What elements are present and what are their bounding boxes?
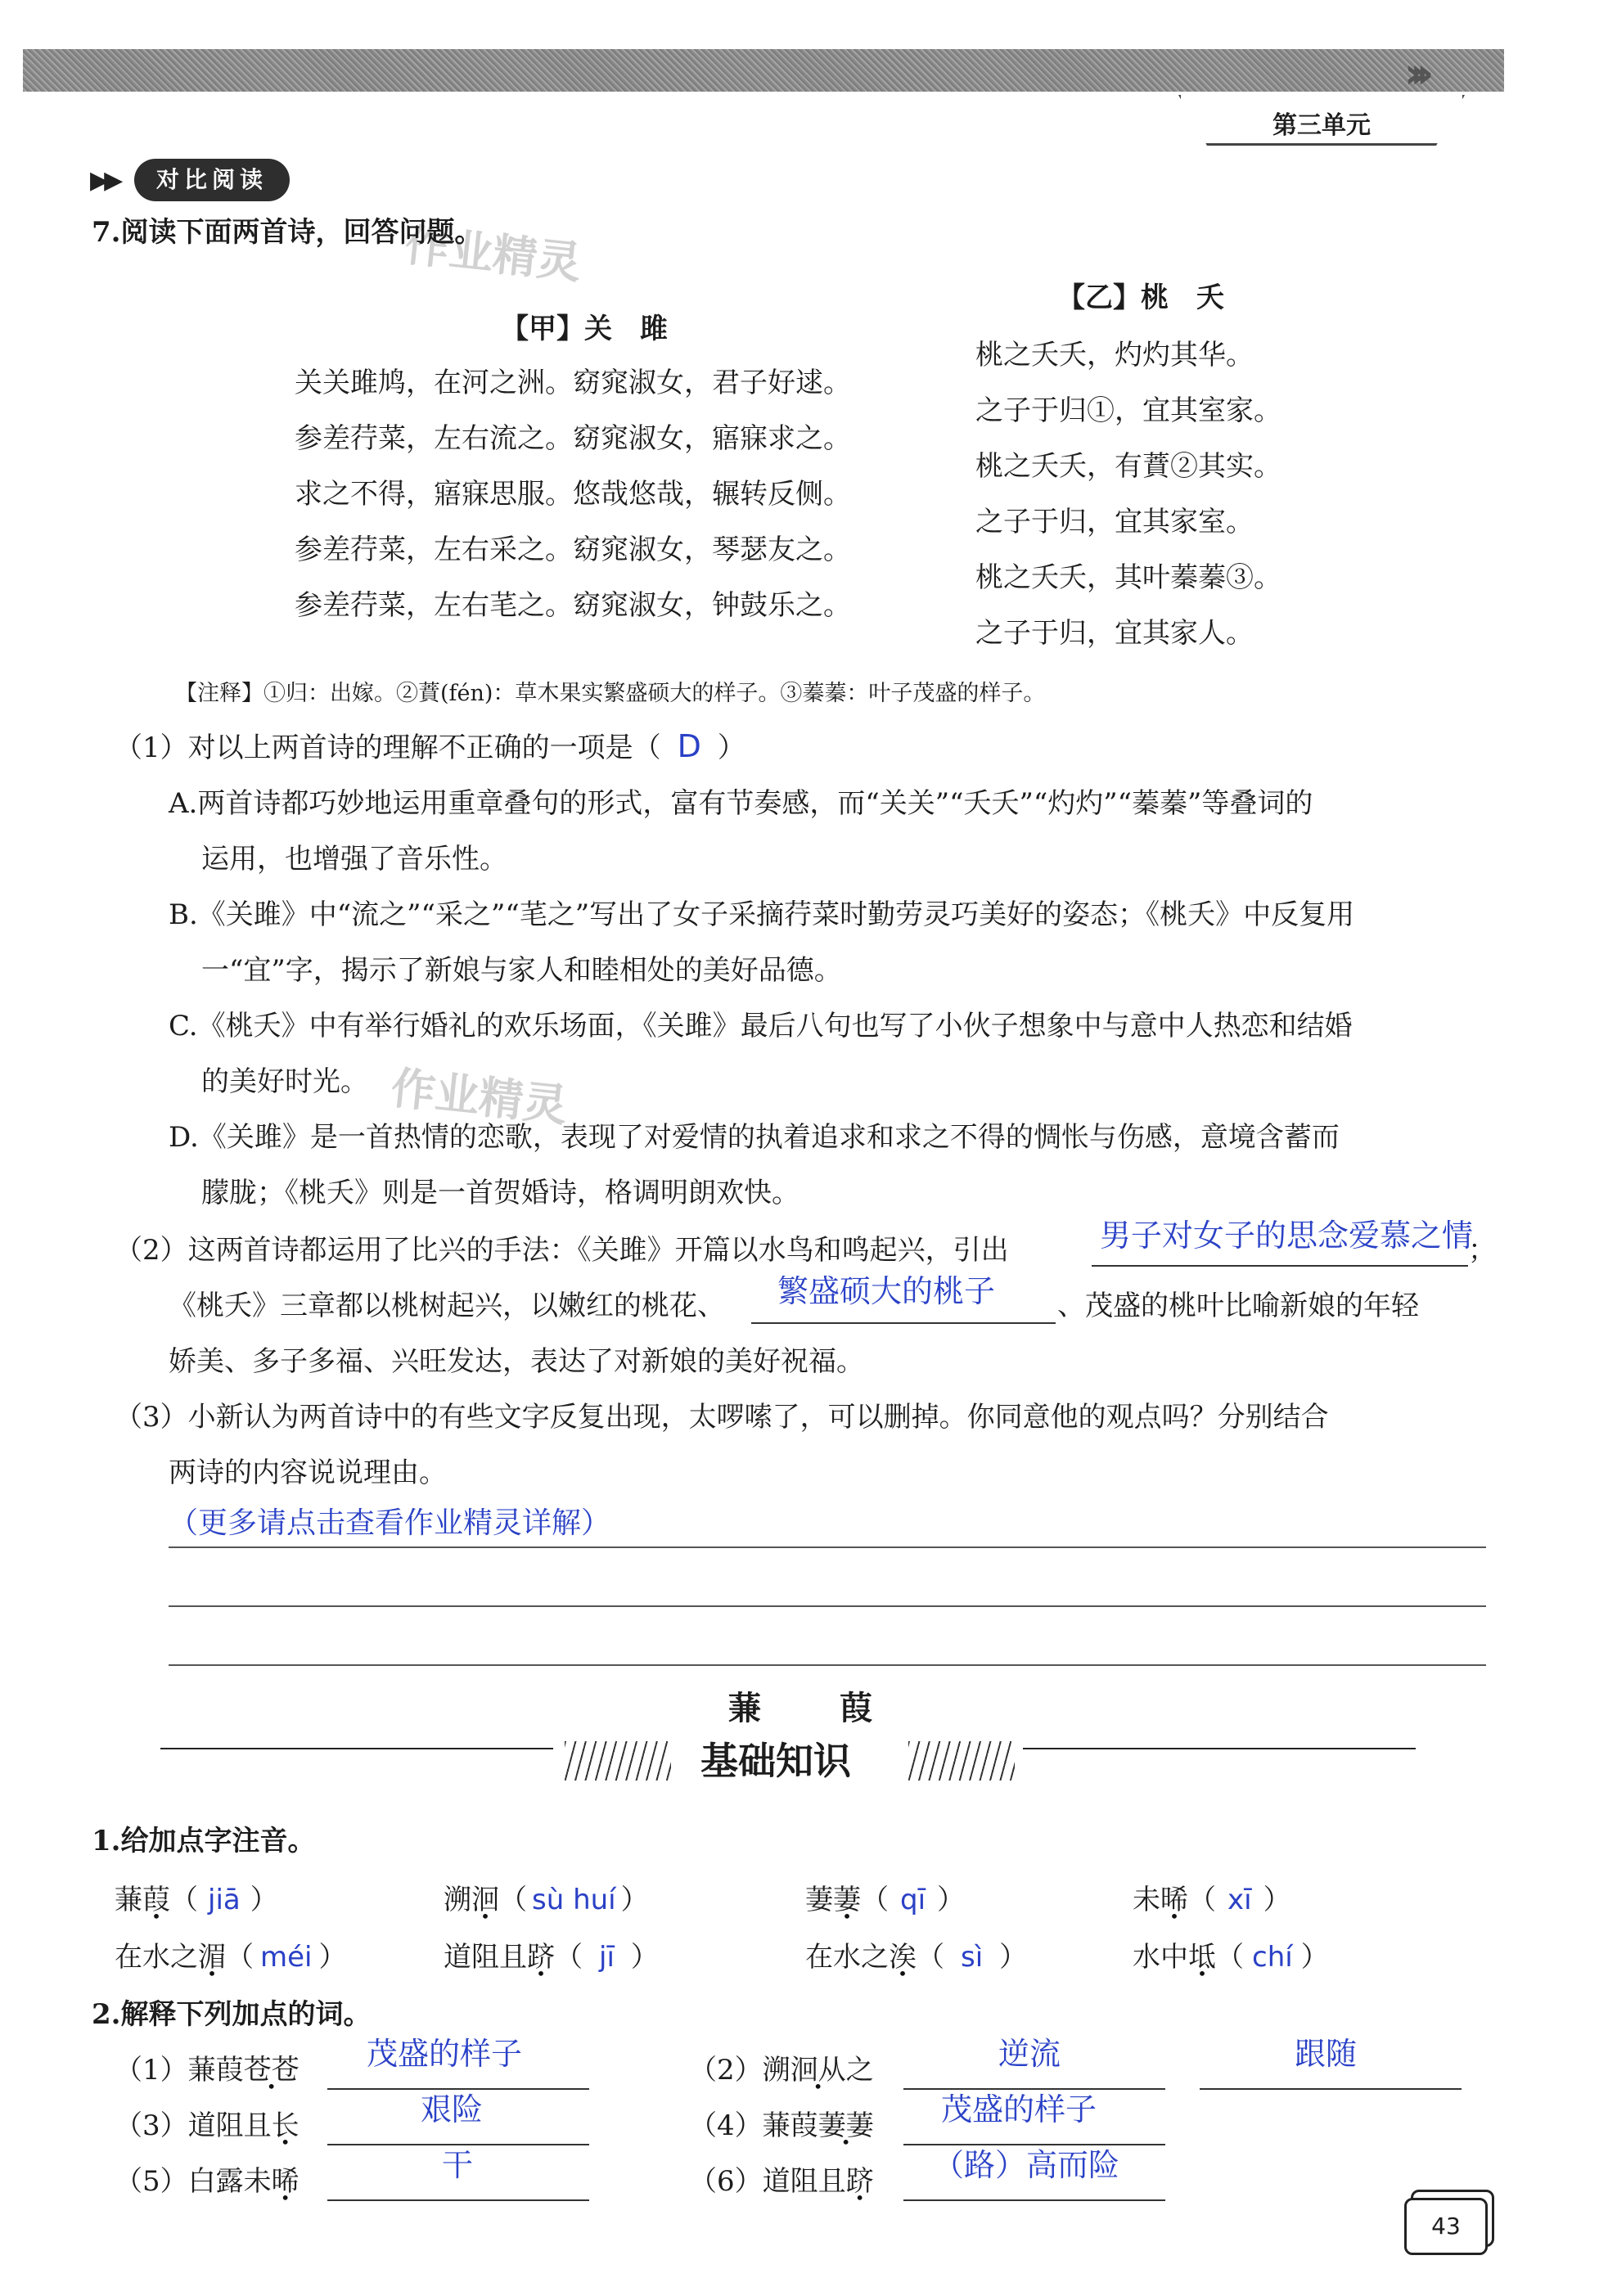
poem-b-line: 桃之夭夭，灼灼其华。 (975, 339, 1254, 371)
divider-line (160, 1748, 553, 1749)
answer-blank (1092, 1265, 1468, 1267)
sub2-line2a: 《桃夭》三章都以桃树起兴，以嫩红的桃花、 (169, 1290, 725, 1322)
option-b-line1: B.《关雎》中“流之”“采之”“芼之”写出了女子采摘荇菜时勤劳灵巧美好的姿态；《桃夭》中反复用 (169, 898, 1355, 931)
option-b-line2: 一“宜”字，揭示了新娘与家人和睦相处的美好品德。 (201, 954, 842, 987)
answer-blank (327, 2199, 589, 2201)
poem-b-line: 之子于归，宜其家人。 (975, 617, 1254, 650)
section-badge: 对比阅读 (134, 159, 290, 201)
poem-a-line: 参差荇菜，左右采之。窈窕淑女，琴瑟友之。 (295, 533, 851, 566)
hatch-decoration (565, 1741, 671, 1781)
divider-line (1023, 1748, 1416, 1749)
pinyin-item: 萋萋（ qī ） (805, 1884, 966, 1916)
sub2-answer2: 繁盛硕大的桃子 (777, 1273, 996, 1309)
option-a-line2: 运用，也增强了音乐性。 (201, 843, 507, 876)
explain-answer: 茂盛的样子 (941, 2091, 1097, 2127)
option-c-line1: C.《桃夭》中有举行婚礼的欢乐场面，《关雎》最后八句也写了小伙子想象中与意中人热恋和结婚 (169, 1010, 1353, 1042)
pinyin-item: 在水之湄（ méi ） (115, 1941, 347, 1974)
explain-answer: 茂盛的样子 (367, 2036, 523, 2072)
poem-b-line: 之子于归，宜其家室。 (975, 506, 1254, 538)
q2-prompt: 2.解释下列加点的词。 (92, 1998, 372, 2031)
pinyin-item: 蒹葭（ jiā ） (115, 1884, 278, 1916)
pinyin-item: 未晞（ xī ） (1133, 1884, 1291, 1916)
sub2-line1-end: ； (1468, 1234, 1496, 1267)
answer-blank (327, 2088, 589, 2090)
option-c-line2: 的美好时光。 (201, 1065, 368, 1098)
question-prompt: 7.阅读下面两首诗，回答问题。 (92, 216, 483, 249)
sub1-stem: （1）对以上两首诗的理解不正确的一项是（ D ） (115, 728, 745, 764)
poem-b-title: 【乙】桃 夭 (1057, 281, 1224, 314)
hatch-decoration (908, 1741, 1015, 1781)
explain-answer: 逆流 (998, 2036, 1061, 2072)
explain-answer: 艰险 (421, 2091, 484, 2127)
answer-blank (751, 1322, 1056, 1324)
explain-item: （1）蒹葭苍苍 (115, 2054, 300, 2087)
sub3-line2: 两诗的内容说说理由。 (169, 1456, 447, 1489)
sub3-line1: （3）小新认为两首诗中的有些文字反复出现，太啰嗦了，可以删掉。你同意他的观点吗？分别结合 (115, 1401, 1329, 1434)
option-a-line1: A.两首诗都巧妙地运用重章叠句的形式，富有节奏感，而“关关”“夭夭”“灼灼”“蓁蓁”等叠词的 (169, 787, 1313, 820)
answer-blank (1200, 2088, 1462, 2090)
poem-a-line: 参差荇菜，左右芼之。窈窕淑女，钟鼓乐之。 (295, 589, 851, 622)
option-d-line2: 朦胧；《桃夭》则是一首贺婚诗，格调明朗欢快。 (201, 1177, 800, 1209)
answer-line (169, 1664, 1486, 1666)
answer-blank (903, 2088, 1165, 2090)
explain-item: （5）白露未晞 (115, 2165, 300, 2198)
poem-a-line: 参差荇菜，左右流之。窈窕淑女，寤寐求之。 (295, 422, 851, 455)
pinyin-item: 水中坻（ chí ） (1133, 1941, 1329, 1974)
explain-answer: 跟随 (1295, 2036, 1358, 2072)
explain-answer: （路）高而险 (933, 2147, 1120, 2183)
explain-item: （2）溯洄从之 (689, 2054, 874, 2087)
sub2-line3: 娇美、多子多福、兴旺发达，表达了对新娘的美好祝福。 (169, 1345, 864, 1378)
sub2-line2b: 、茂盛的桃叶比喻新娘的年轻 (1057, 1290, 1419, 1322)
q1-prompt: 1.给加点字注音。 (92, 1825, 316, 1857)
poem-b-line: 桃之夭夭，有蕡②其实。 (975, 450, 1281, 483)
header-bar (23, 49, 1504, 92)
sub1-answer: D (677, 728, 701, 764)
poem-a-line: 关关雎鸠，在河之洲。窈窕淑女，君子好逑。 (295, 367, 851, 399)
answer-blank (903, 2144, 1165, 2145)
pinyin-item: 在水之涘（ sì ） (805, 1941, 1028, 1974)
explain-item: （4）蒹葭萋萋 (689, 2109, 874, 2142)
chevrons-icon: ››› (1404, 49, 1423, 98)
option-d-line1: D.《关雎》是一首热情的恋歌，表现了对爱情的执着追求和求之不得的惆怅与伤感，意境含蓄而 (169, 1121, 1340, 1154)
lesson-title: 蒹 葭 (728, 1690, 895, 1727)
section-heading: 基础知识 (700, 1739, 851, 1783)
play-arrows-icon: ▶▶ (90, 166, 119, 195)
answer-blank (327, 2144, 589, 2145)
watermark: 作业精灵 (388, 1061, 570, 1132)
explain-answer: 干 (442, 2147, 474, 2183)
sub2-line1: （2）这两首诗都运用了比兴的手法：《关雎》开篇以水鸟和鸣起兴，引出 (115, 1234, 1009, 1267)
page-number: 43 (1404, 2198, 1488, 2255)
answer-line (169, 1546, 1486, 1548)
poem-b-line: 桃之夭夭，其叶蓁蓁③。 (975, 561, 1281, 594)
watermark: 作业精灵 (402, 218, 584, 290)
answer-line (169, 1605, 1486, 1607)
poem-a-title: 【甲】关 雎 (501, 313, 668, 345)
pinyin-item: 溯洄（ sù huí ） (444, 1884, 649, 1916)
sub2-answer1: 男子对女子的思念爱慕之情 (1100, 1218, 1474, 1254)
explain-item: （6）道阻且跻 (689, 2165, 874, 2198)
poem-b-line: 之子于归①，宜其室家。 (975, 394, 1281, 427)
explain-item: （3）道阻且长 (115, 2109, 300, 2142)
pinyin-item: 道阻且跻（ jī ） (444, 1941, 659, 1974)
unit-label: 第三单元 (1272, 111, 1371, 140)
sub3-answer-link[interactable]: （更多请点击查看作业精灵详解） (169, 1506, 611, 1540)
answer-blank (903, 2199, 1165, 2201)
poem-a-line: 求之不得，寤寐思服。悠哉悠哉，辗转反侧。 (295, 478, 851, 511)
annotation-note: 【注释】①归：出嫁。②蕡(fén)：草木果实繁盛硕大的样子。③蓁蓁：叶子茂盛的样子。 (175, 681, 1046, 706)
